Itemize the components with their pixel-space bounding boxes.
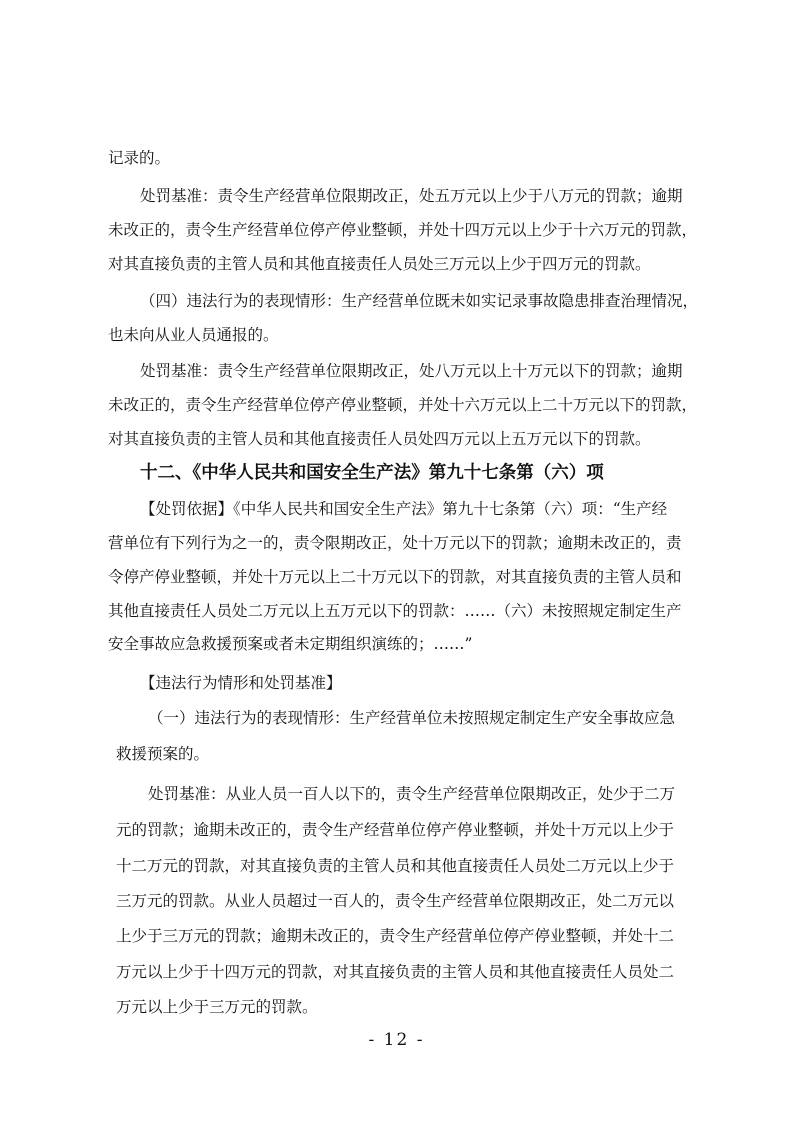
body-text-line: 救援预案的。 [116,745,210,763]
subsection-label: 【违法行为情形和处罚基准】 [140,674,342,692]
body-text-line: 上少于三万元的罚款；逾期未改正的，责令生产经营单位停产停业整顿，并处十二 [116,927,675,945]
body-text-line: 三万元的罚款。从业人员超过一百人的，责令生产经营单位限期改正，处二万元以 [116,892,675,910]
body-text-line: （一）违法行为的表现情形：生产经营单位未按照规定制定生产安全事故应急 [148,709,676,727]
body-text-line: 万元以上少于三万元的罚款。 [116,998,318,1016]
body-text-line: 记录的。 [108,149,171,167]
body-text-line: 营单位有下列行为之一的，责令限期改正，处十万元以下的罚款；逾期未改正的，责 [108,534,682,552]
body-text-line: 安全事故应急救援预案或者未定期组织演练的；……” [108,635,473,653]
section-heading: 十二、《中华人民共和国安全生产法》第九十七条第（六）项 [140,463,604,483]
body-text-line: 处罚基准：从业人员一百人以下的，责令生产经营单位限期改正，处少于二万 [148,785,676,803]
body-text-line: 未改正的，责令生产经营单位停产停业整顿，并处十六万元以上二十万元以下的罚款， [108,396,698,414]
body-text-line: 万元以上少于十四万元的罚款，对其直接负责的主管人员和其他直接责任人员处二 [116,963,675,981]
body-text-line: 【处罚依据】《中华人民共和国安全生产法》第九十七条第（六）项：“生产经 [140,500,668,518]
body-text-line: 处罚基准：责令生产经营单位限期改正，处五万元以上少于八万元的罚款；逾期 [140,187,683,205]
body-text-line: 元的罚款；逾期未改正的，责令生产经营单位停产停业整顿，并处十万元以上少于 [116,821,675,839]
body-text-line: 未改正的，责令生产经营单位停产停业整顿，并处十四万元以上少于十六万元的罚款， [108,221,698,239]
body-text-line: 其他直接责任人员处二万元以上五万元以下的罚款：……（六）未按照规定制定生产 [108,602,682,620]
body-text-line: 令停产停业整顿，并处十万元以上二十万元以下的罚款，对其直接负责的主管人员和 [108,568,682,586]
body-text-line: 也未向从业人员通报的。 [108,326,279,344]
body-text-line: 十二万元的罚款，对其直接负责的主管人员和其他直接责任人员处二万元以上少于 [116,857,675,875]
body-text-line: 处罚基准：责令生产经营单位限期改正，处八万元以上十万元以下的罚款；逾期 [140,362,683,380]
page-number: - 12 - [368,1030,425,1050]
body-text-line: 对其直接负责的主管人员和其他直接责任人员处三万元以上少于四万元的罚款。 [108,255,651,273]
body-text-line: （四）违法行为的表现情形：生产经营单位既未如实记录事故隐患排查治理情况， [140,292,699,310]
body-text-line: 对其直接负责的主管人员和其他直接责任人员处四万元以上五万元以下的罚款。 [108,430,651,448]
